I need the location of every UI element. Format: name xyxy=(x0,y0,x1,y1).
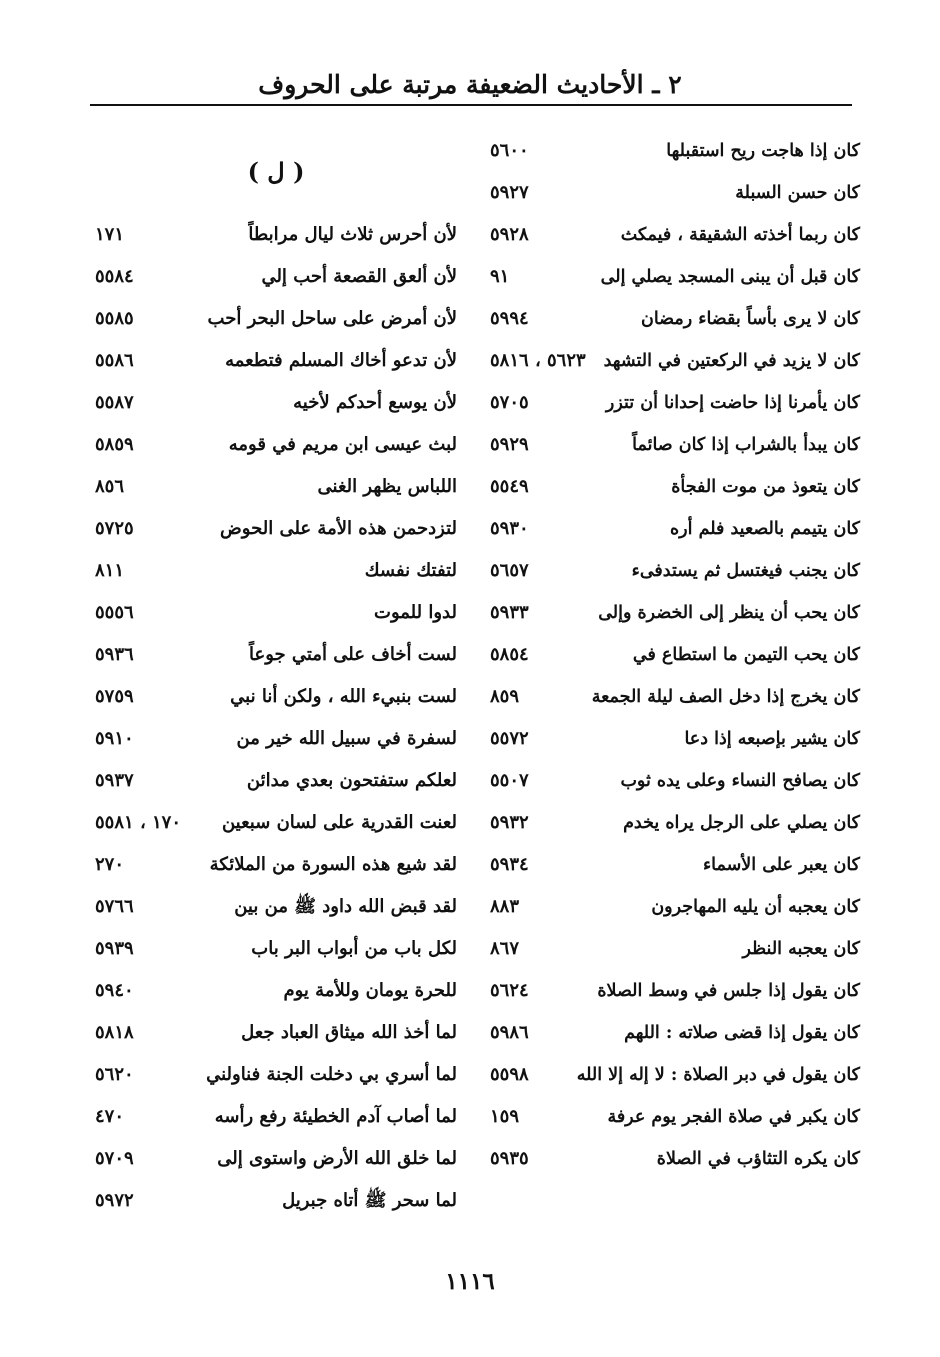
index-entry xyxy=(95,256,457,298)
entry-number: ٥٥٨٧ xyxy=(95,392,134,413)
entry-number: ٥٦٢٣ ، ٥٨١٦ xyxy=(490,350,586,371)
right-column xyxy=(490,130,860,1180)
index-entry xyxy=(95,1054,457,1096)
entry-number: ٩١ xyxy=(490,266,510,287)
index-entry xyxy=(490,634,860,676)
entry-text: كان يأمرنا إذا حاضت إحدانا أن تتزر xyxy=(605,393,860,413)
entry-text: لكل باب من أبواب البر باب xyxy=(251,938,457,959)
entry-text: لأن أحرس ثلاث ليال مرابطاً xyxy=(248,224,457,245)
index-entry xyxy=(490,130,860,172)
index-entry xyxy=(490,760,860,802)
index-entry xyxy=(95,886,457,928)
entry-number: ٥٧٠٥ xyxy=(490,392,529,413)
entry-number: ٥٥٥٦ xyxy=(95,602,134,623)
entry-number: ٨٨٣ xyxy=(490,896,520,917)
entry-text: لقد شيع هذه السورة من الملائكة xyxy=(209,854,457,875)
entry-number: ٥٥٨٦ xyxy=(95,350,134,371)
entry-number: ٥٨٥٩ xyxy=(95,434,134,455)
entry-text: لما خلق الله الأرض واستوى إلى xyxy=(217,1148,457,1169)
entry-text: كان يحب التيمن ما استطاع في xyxy=(632,645,860,665)
index-entry xyxy=(490,508,860,550)
entry-number: ٥٦٢٠ xyxy=(95,1064,134,1085)
left-column xyxy=(95,130,457,1222)
index-entry xyxy=(95,844,457,886)
index-entry xyxy=(95,424,457,466)
section-letter-heading: ( ل ) xyxy=(247,157,305,186)
entry-number: ٥٩٨٦ xyxy=(490,1022,529,1043)
index-entry xyxy=(95,676,457,718)
entry-number: ٥٩٢٨ xyxy=(490,224,529,245)
entry-number: ٥٩٩٤ xyxy=(490,308,529,329)
index-entry xyxy=(490,172,860,214)
index-entry xyxy=(95,214,457,256)
entry-number: ٥٥٨٤ xyxy=(95,266,134,287)
header-rule xyxy=(90,104,852,106)
entry-text: لدوا للموت xyxy=(374,602,457,623)
entry-number: ١٥٩ xyxy=(490,1106,520,1127)
index-entry xyxy=(490,970,860,1012)
index-entry xyxy=(490,340,860,382)
entry-number: ٥٨٥٤ xyxy=(490,644,529,665)
index-entry xyxy=(490,802,860,844)
index-entry xyxy=(490,1138,860,1180)
entry-number: ٥٩٣٣ xyxy=(490,602,529,623)
entry-text: كان يقول إذا جلس في وسط الصلاة xyxy=(597,981,860,1001)
index-entry xyxy=(95,718,457,760)
index-entry xyxy=(95,1096,457,1138)
index-entry xyxy=(490,1012,860,1054)
entry-text: كان يعجبه أن يليه المهاجرون xyxy=(651,897,860,917)
entry-number: ٥٩٣٦ xyxy=(95,644,134,665)
index-entry xyxy=(95,340,457,382)
entry-number: ٥٥٠٧ xyxy=(490,770,529,791)
entry-text: لقد قبض الله داود ﷺ من بين xyxy=(234,896,457,917)
entry-number: ٥٧٢٥ xyxy=(95,518,134,539)
index-entry xyxy=(95,1012,457,1054)
entry-number: ٨٥٩ xyxy=(490,686,520,707)
entry-text: لبث عيسى ابن مريم في قومه xyxy=(228,434,457,455)
index-entry xyxy=(95,802,457,844)
index-entry xyxy=(490,1096,860,1138)
entry-text: كان يكره التثاؤب في الصلاة xyxy=(656,1149,860,1169)
index-entry xyxy=(95,634,457,676)
index-entry xyxy=(490,466,860,508)
running-header: ٢ ـ الأحاديث الضعيفة مرتبة على الحروف xyxy=(258,70,682,99)
entry-text: كان إذا هاجت ريح استقبلها xyxy=(666,141,860,161)
index-entry xyxy=(490,844,860,886)
entry-text: لما أخذ الله ميثاق العباد جعل xyxy=(241,1022,457,1043)
entry-text: كان لا يزيد في الركعتين في التشهد xyxy=(603,351,860,371)
index-entry xyxy=(95,508,457,550)
index-entry xyxy=(95,466,457,508)
entry-number: ٥٧٥٩ xyxy=(95,686,134,707)
index-entry xyxy=(490,214,860,256)
entry-text: لأن يوسع أحدكم لأخيه xyxy=(293,392,457,413)
entry-text: كان حسن السبلة xyxy=(735,183,860,203)
index-entry xyxy=(490,550,860,592)
entry-number: ١٧٠ ، ٥٥٨١ xyxy=(95,812,182,833)
entry-number: ٢٧٠ xyxy=(95,854,125,875)
index-entry xyxy=(95,928,457,970)
entry-number: ٥٩٣٠ xyxy=(490,518,529,539)
index-entry xyxy=(95,298,457,340)
entry-number: ٥٩٤٠ xyxy=(95,980,134,1001)
entry-number: ٨٥٦ xyxy=(95,476,125,497)
entry-number: ٥٩٢٩ xyxy=(490,434,529,455)
index-entry xyxy=(490,886,860,928)
entry-number: ٥٩٣٤ xyxy=(490,854,529,875)
index-entry xyxy=(95,382,457,424)
index-entry xyxy=(490,1054,860,1096)
entry-number: ٥٥٨٥ xyxy=(95,308,134,329)
entry-text: للحرة يومان وللأمة يوم xyxy=(283,980,457,1001)
left-column-entries xyxy=(95,214,457,1222)
entry-text: كان قبل أن يبنى المسجد يصلي إلى xyxy=(600,267,860,287)
entry-text: لما أصاب آدم الخطيئة رفع رأسه xyxy=(214,1106,457,1127)
entry-number: ٥٦٢٤ xyxy=(490,980,529,1001)
entry-number: ٥٩٣٢ xyxy=(490,812,529,833)
entry-text: لما أسري بي دخلت الجنة فناولني xyxy=(206,1064,457,1085)
index-entry xyxy=(490,928,860,970)
entry-text: كان يعبر على الأسماء xyxy=(702,855,860,875)
index-entry xyxy=(95,970,457,1012)
index-entry xyxy=(95,1180,457,1222)
entry-text: كان يصلي على الرجل يراه يخدم xyxy=(623,813,860,833)
entry-number: ٥٥٤٩ xyxy=(490,476,529,497)
entry-text: كان يشير بإصبعه إذا دعا xyxy=(684,729,860,749)
entry-text: كان يتيمم بالصعيد فلم أره xyxy=(670,519,860,539)
entry-number: ١٧١ xyxy=(95,224,125,245)
index-entry xyxy=(95,550,457,592)
entry-text: لست أخاف على أمتي جوعاً xyxy=(249,644,457,665)
entry-text: كان يعجبه النظر xyxy=(742,939,860,959)
entry-number: ٥٧٠٩ xyxy=(95,1148,134,1169)
entry-number: ٥٦٠٠ xyxy=(490,140,529,161)
entry-text: لأن تدعو أخاك المسلم فتطعمه xyxy=(225,350,457,371)
entry-text: لست بنبيء الله ، ولكن أنا نبي xyxy=(230,686,457,707)
index-entry xyxy=(95,760,457,802)
entry-text: كان يقول إذا قضى صلاته : اللهم xyxy=(624,1023,860,1043)
entry-number: ٥٩٧٢ xyxy=(95,1190,134,1211)
entry-number: ٥٩٣٥ xyxy=(490,1148,529,1169)
entry-text: اللباس يظهر الغنى xyxy=(317,476,457,497)
entry-number: ٥٩٣٧ xyxy=(95,770,134,791)
entry-number: ٥٧٦٦ xyxy=(95,896,134,917)
entry-number: ٥٩٢٧ xyxy=(490,182,529,203)
entry-text: لعنت القدرية على لسان سبعين xyxy=(221,812,457,833)
index-entry xyxy=(95,592,457,634)
entry-text: لسفرة في سبيل الله خير من xyxy=(236,728,457,749)
entry-text: لعلكم ستفتحون بعدي مدائن xyxy=(246,770,457,791)
index-entry xyxy=(490,298,860,340)
entry-text: كان يكبر في صلاة الفجر يوم عرفة xyxy=(607,1107,860,1127)
entry-text: كان يتعوذ من موت الفجأة xyxy=(671,477,860,497)
index-entry xyxy=(490,592,860,634)
page-number: ١١١٦ xyxy=(445,1268,495,1295)
index-entry xyxy=(490,382,860,424)
index-entry xyxy=(490,424,860,466)
entry-number: ٥٩٣٩ xyxy=(95,938,134,959)
entry-text: كان لا يرى بأساً بقضاء رمضان xyxy=(640,309,860,329)
index-entry xyxy=(490,676,860,718)
entry-text: كان يصافح النساء وعلى يده ثوب xyxy=(620,771,860,791)
entry-number: ٥٨١٨ xyxy=(95,1022,134,1043)
entry-text: كان يقول في دبر الصلاة : لا إله إلا الله xyxy=(576,1065,860,1085)
entry-number: ٥٥٧٢ xyxy=(490,728,529,749)
entry-text: لتزدحمن هذه الأمة على الحوض xyxy=(220,518,457,539)
entry-text: كان يبدأ بالشراب إذا كان صائماً xyxy=(632,435,860,455)
entry-text: كان يحب أن ينظر إلى الخضرة وإلى xyxy=(598,603,860,623)
entry-number: ٥٥٩٨ xyxy=(490,1064,529,1085)
entry-number: ٥٩١٠ xyxy=(95,728,134,749)
entry-text: لأن ألعق القصعة أحب إلي xyxy=(261,266,457,287)
index-entry xyxy=(95,1138,457,1180)
index-entry xyxy=(490,256,860,298)
entry-number: ٨٦٧ xyxy=(490,938,520,959)
entry-number: ٥٦٥٧ xyxy=(490,560,529,581)
entry-text: لأن أمرض على ساحل البحر أحب xyxy=(207,308,457,329)
entry-text: كان يجنب فيغتسل ثم يستدفىء xyxy=(631,561,860,581)
entry-text: لما سحر ﷺ أتاه جبريل xyxy=(282,1190,457,1211)
entry-text: كان ربما أخذته الشقيقة ، فيمكث xyxy=(620,225,860,245)
index-entry xyxy=(490,718,860,760)
entry-number: ٤٧٠ xyxy=(95,1106,125,1127)
entry-number: ٨١١ xyxy=(95,560,125,581)
entry-text: كان يخرج إذا دخل الصف ليلة الجمعة xyxy=(591,687,860,707)
entry-text: لتفتك نفسك xyxy=(364,560,457,581)
